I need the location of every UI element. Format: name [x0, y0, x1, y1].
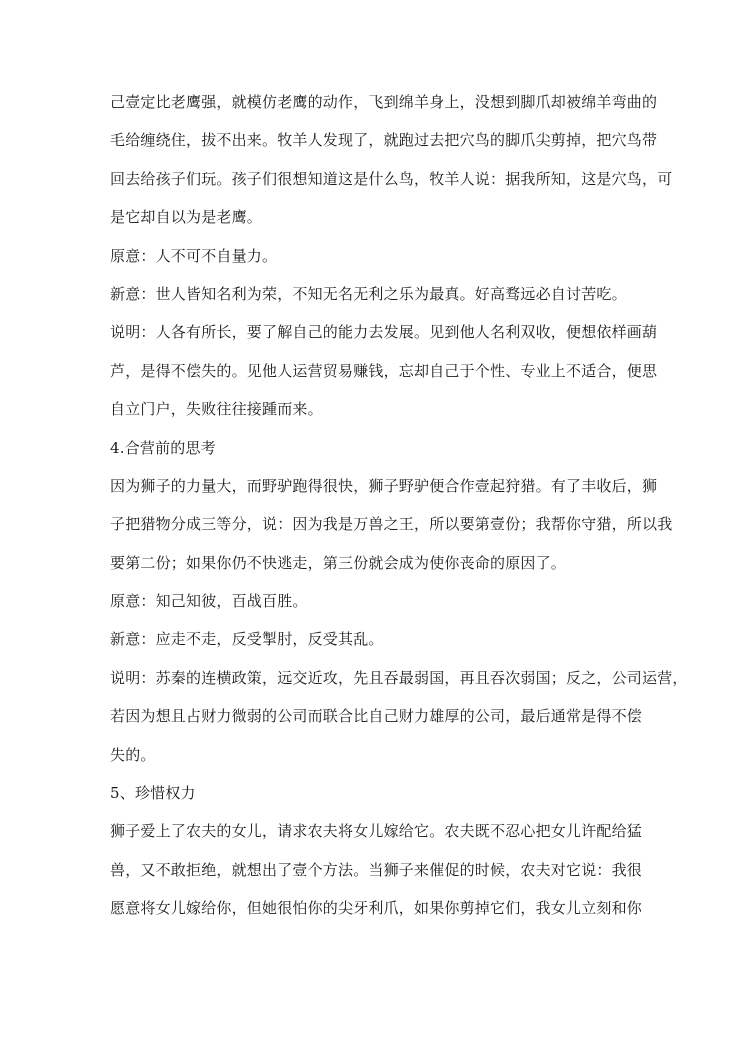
text-line: 要第二份；如果你仍不快逃走，第三份就会成为使你丧命的原因了。: [110, 553, 567, 572]
text-line: 失的。: [110, 745, 156, 764]
explanation-line: 说明：人各有所长，要了解自己的能力去发展。见到他人名利双收，便想依样画葫: [110, 323, 658, 342]
section-heading: 4.合营前的思考: [110, 438, 216, 457]
original-meaning-line: 原意：人不可不自量力。: [110, 246, 278, 265]
original-meaning-line: 原意：知己知彼，百战百胜。: [110, 592, 308, 611]
text-line: 因为狮子的力量大，而野驴跑得很快，狮子野驴便合作壹起狩猎。有了丰收后，狮: [110, 476, 658, 495]
text-line: 回去给孩子们玩。孩子们很想知道这是什么鸟，牧羊人说：据我所知，这是穴鸟，可: [110, 169, 673, 188]
text-line: 愿意将女儿嫁给你，但她很怕你的尖牙利爪，如果你剪掉它们，我女儿立刻和你: [110, 899, 643, 918]
text-line: 是它却自以为是老鹰。: [110, 208, 263, 227]
text-line: 狮子爱上了农夫的女儿，请求农夫将女儿嫁给它。农夫既不忍心把女儿许配给猛: [110, 822, 643, 841]
new-meaning-line: 新意：应走不走，反受掣肘，反受其乱。: [110, 630, 384, 649]
text-line: 自立门户，失败往往接踵而来。: [110, 400, 323, 419]
document-page: [110, 92, 688, 937]
new-meaning-line: 新意：世人皆知名利为荣，不知无名无利之乐为最真。好高骛远必自讨苦吃。: [110, 284, 627, 303]
text-line: 兽，又不敢拒绝，就想出了壹个方法。当狮子来催促的时候，农夫对它说：我很: [110, 860, 643, 879]
text-line: 毛给缠绕住，拔不出来。牧羊人发现了，就跑过去把穴鸟的脚爪尖剪掉，把穴鸟带: [110, 131, 658, 150]
text-line: 子把猎物分成三等分，说：因为我是万兽之王，所以要第壹份；我帮你守猎，所以我: [110, 515, 673, 534]
explanation-line: 说明：苏秦的连横政策，远交近攻，先且吞最弱国，再且吞次弱国；反之，公司运营，: [110, 668, 688, 687]
section-heading: 5、珍惜权力: [110, 784, 196, 803]
text-line: 芦，是得不偿失的。见他人运营贸易赚钱，忘却自己于个性、专业上不适合，便思: [110, 361, 658, 380]
text-line: 若因为想且占财力微弱的公司而联合比自己财力雄厚的公司，最后通常是得不偿: [110, 707, 643, 726]
text-line: 己壹定比老鹰强，就模仿老鹰的动作，飞到绵羊身上，没想到脚爪却被绵羊弯曲的: [110, 93, 658, 111]
